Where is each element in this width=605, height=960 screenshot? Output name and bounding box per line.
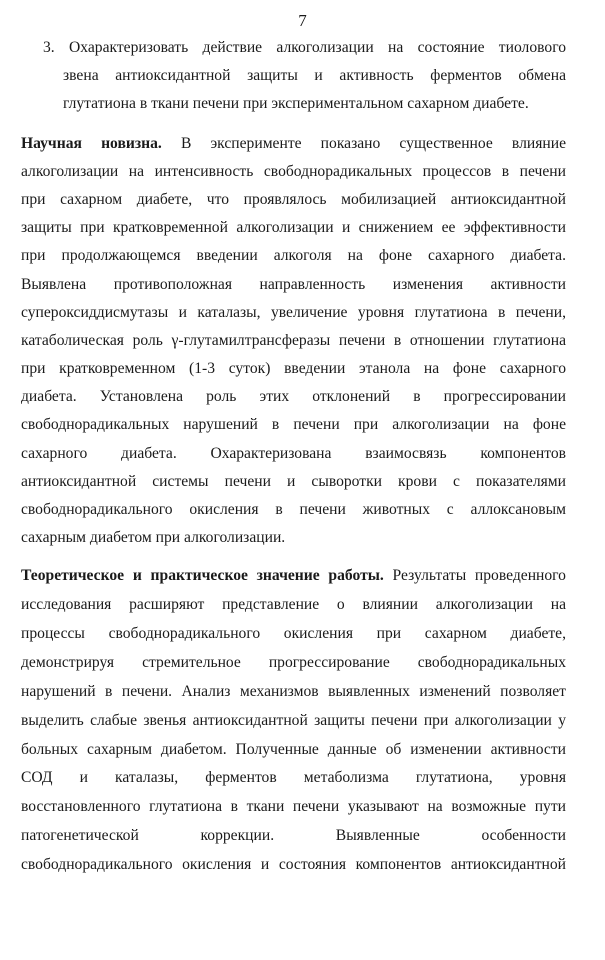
novelty-line: свободнорадикальных нарушений в печени при алкоголизации на фоне bbox=[21, 416, 566, 434]
item3-line-1: 3. Охарактеризовать действие алкоголизации на состояние тиолового bbox=[43, 39, 566, 56]
novelty-line: катаболическая роль γ-глутамилтрансферазы печени в отношении глутатиона bbox=[21, 331, 566, 349]
novelty-line: при кратковременном (1-3 суток) введении этанола на фоне сахарного bbox=[21, 360, 566, 378]
significance-line: свободнорадикального окисления и состояния компонентов антиоксидантной bbox=[21, 856, 566, 874]
significance-line: демонстрируя стремительное прогрессирование свободнорадикальных bbox=[21, 653, 566, 671]
novelty-line: сахарным диабетом при алкоголизации. bbox=[21, 528, 286, 546]
novelty-line: при продолжающемся введении алкоголя на фоне сахарного диабета. bbox=[21, 247, 566, 265]
significance-first-line bbox=[21, 566, 566, 588]
significance-line: СОД и каталазы, ферментов метаболизма глутатиона, уровня bbox=[21, 769, 566, 787]
novelty-line: алкоголизации на интенсивность свободнорадикальных процессов в печени bbox=[21, 163, 566, 180]
page-number: 7 bbox=[298, 11, 307, 30]
significance-line: восстановленного глутатиона в ткани печени указывают на возможные пути bbox=[21, 798, 566, 816]
novelty-line: диабета. Установлена роль этих отклонений в прогрессировании bbox=[21, 388, 566, 406]
significance-line: процессы свободнорадикального окисления при сахарном диабете, bbox=[21, 624, 566, 642]
significance-line: больных сахарным диабетом. Полученные данные об изменении активности bbox=[21, 740, 566, 758]
novelty-line: свободнорадикального окисления в печени животных с аллоксановым bbox=[21, 500, 566, 518]
item3-line-2: звена антиоксидантной защиты и активность ферментов обмена bbox=[63, 67, 566, 84]
item3-line-3: глутатиона в ткани печени при экспериментальном сахарном диабете. bbox=[63, 95, 529, 112]
novelty-line: супероксиддисмутазы и каталазы, увеличение уровня глутатиона в печени, bbox=[21, 303, 566, 321]
novelty-line: сахарного диабета. Охарактеризована взаимосвязь компонентов bbox=[21, 444, 566, 462]
novelty-first-line bbox=[21, 134, 566, 156]
novelty-first-line-text: В эксперименте показано существенное влияние bbox=[180, 135, 566, 152]
novelty-line: при сахарном диабете, что проявлялось мобилизацией антиоксидантной bbox=[21, 191, 566, 209]
significance-line: исследования расширяют представление о влиянии алкоголизации на bbox=[21, 596, 566, 613]
significance-line: выделить слабые звенья антиоксидантной защиты печени при алкоголизации у bbox=[21, 711, 566, 729]
novelty-line: Выявлена противоположная направленность изменения активности bbox=[21, 275, 566, 293]
significance-line: нарушений в печени. Анализ механизмов выявленных изменений позволяет bbox=[21, 682, 566, 700]
novelty-heading: Научная новизна. bbox=[21, 135, 162, 152]
novelty-line: защиты при кратковременной алкоголизации и снижением ее эффективности bbox=[21, 219, 566, 237]
significance-heading: Теоретическое и практическое значение работы. bbox=[21, 567, 384, 584]
significance-first-line-text: Результаты проведенного bbox=[392, 567, 566, 584]
significance-line: патогенетической коррекции. Выявленные особенности bbox=[21, 827, 566, 845]
novelty-line: антиоксидантной системы печени и сыворотки крови с показателями bbox=[21, 472, 566, 490]
